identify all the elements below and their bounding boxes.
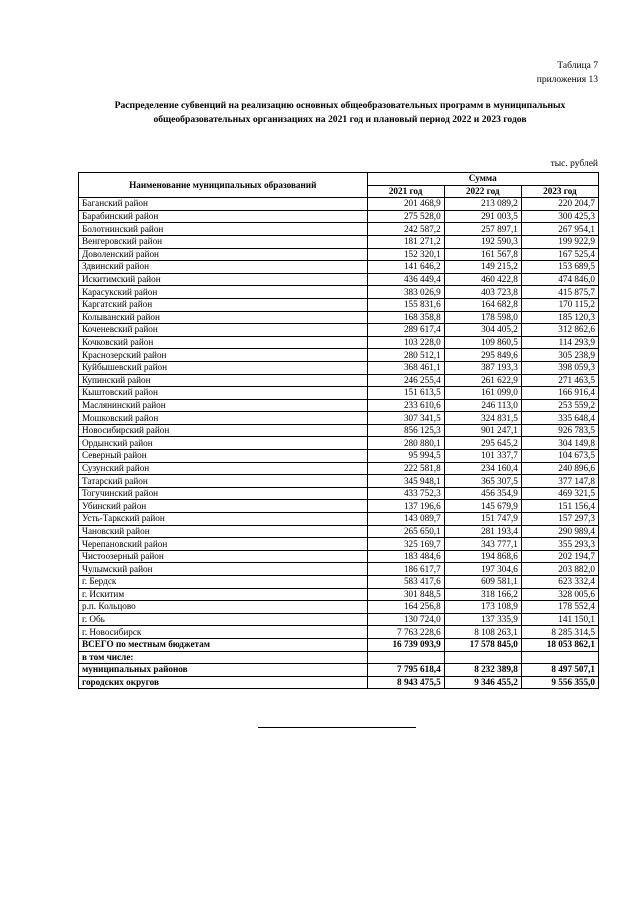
value-2021-cell: 856 125,3 [367,424,444,437]
table-body [79,198,599,689]
row-name-cell: Барабинский район [79,210,368,223]
table-row [79,387,599,400]
row-name-cell: Кыштовский район [79,387,368,400]
value-2021-cell: 280 880,1 [367,437,444,450]
value-2022-cell: 145 679,9 [444,500,521,513]
table-row [79,437,599,450]
table-row [79,462,599,475]
row-name-cell: р.п. Кольцово [79,601,368,614]
value-2023-cell: 312 862,6 [521,324,598,337]
value-2022-cell: 161 567,8 [444,248,521,261]
value-2021-cell: 181 271,2 [367,235,444,248]
table-number-label: Таблица 7 [557,61,598,71]
value-2021-cell: 325 169,7 [367,538,444,551]
value-2022-cell [444,651,521,664]
value-2023-cell: 469 321,5 [521,487,598,500]
value-2023-cell: 202 194,7 [521,550,598,563]
value-2021-cell: 7 795 618,4 [367,664,444,677]
value-2023-cell: 328 005,6 [521,588,598,601]
table-row [79,651,599,664]
document-title: Распределение субвенций на реализацию основных общеобразовательных программ в муниципальных общеобразовательных организациях на 2021 год и плановый период 2022 и 2023 годов [114,100,566,125]
value-2023-cell: 141 150,1 [521,613,598,626]
row-name-cell: в том числе: [79,651,368,664]
value-2022-cell: 194 868,6 [444,550,521,563]
table-row [79,286,599,299]
table-row [79,223,599,236]
value-2023-cell: 290 989,4 [521,525,598,538]
value-2022-cell: 281 193,4 [444,525,521,538]
value-2021-cell: 265 650,1 [367,525,444,538]
value-2021-cell [367,651,444,664]
table-row [79,638,599,651]
value-2021-cell: 233 610,6 [367,399,444,412]
value-2023-cell: 178 552,4 [521,601,598,614]
value-2022-cell: 213 089,2 [444,198,521,211]
value-2022-cell: 109 860,5 [444,336,521,349]
row-name-cell: Татарский район [79,475,368,488]
row-name-cell: городских округов [79,676,368,689]
value-2023-cell: 415 875,7 [521,286,598,299]
value-2021-cell: 383 026,9 [367,286,444,299]
row-name-cell: Сузунский район [79,462,368,475]
table-row [79,349,599,362]
row-name-cell: г. Новосибирск [79,626,368,639]
row-name-cell: Здвинский район [79,261,368,274]
value-2023-cell: 220 204,7 [521,198,598,211]
value-2022-cell: 197 304,6 [444,563,521,576]
value-2022-cell: 246 113,0 [444,399,521,412]
value-2023-cell: 167 525,4 [521,248,598,261]
table-row [79,676,599,689]
value-2023-cell: 305 238,9 [521,349,598,362]
table-row [79,588,599,601]
table-row [79,500,599,513]
column-header-2021: 2021 год [367,185,444,198]
value-2021-cell: 168 358,8 [367,311,444,324]
value-2023-cell: 300 425,3 [521,210,598,223]
value-2021-cell: 433 752,3 [367,487,444,500]
row-name-cell: Венгеровский район [79,235,368,248]
value-2023-cell: 114 293,9 [521,336,598,349]
table-row [79,626,599,639]
value-2021-cell: 368 461,1 [367,361,444,374]
value-2022-cell: 901 247,1 [444,424,521,437]
value-2021-cell: 103 228,0 [367,336,444,349]
table-row [79,198,599,211]
row-name-cell: Баганский район [79,198,368,211]
row-name-cell: Тогучинский район [79,487,368,500]
value-2023-cell: 18 053 862,1 [521,638,598,651]
value-2021-cell: 155 831,6 [367,298,444,311]
table-row [79,450,599,463]
row-name-cell: Ордынский район [79,437,368,450]
value-2022-cell: 387 193,3 [444,361,521,374]
value-2022-cell: 318 166,2 [444,588,521,601]
value-2021-cell: 8 943 475,5 [367,676,444,689]
value-2021-cell: 141 646,2 [367,261,444,274]
table-row [79,487,599,500]
value-2022-cell: 178 598,0 [444,311,521,324]
table-row [79,563,599,576]
row-name-cell: Мошковский район [79,412,368,425]
row-name-cell: ВСЕГО по местным бюджетам [79,638,368,651]
value-2022-cell: 151 747,9 [444,513,521,526]
row-name-cell: Маслянинский район [79,399,368,412]
table-row [79,424,599,437]
table-row [79,361,599,374]
value-2023-cell [521,651,598,664]
table-row [79,576,599,589]
row-name-cell: Новосибирский район [79,424,368,437]
value-2022-cell: 149 215,2 [444,261,521,274]
value-2021-cell: 242 587,2 [367,223,444,236]
subvention-table [78,172,599,689]
value-2021-cell: 164 256,8 [367,601,444,614]
value-2023-cell: 398 059,3 [521,361,598,374]
value-2021-cell: 307 341,5 [367,412,444,425]
value-2023-cell: 203 882,0 [521,563,598,576]
value-2023-cell: 474 846,0 [521,273,598,286]
value-2023-cell: 253 559,2 [521,399,598,412]
value-2021-cell: 301 848,5 [367,588,444,601]
value-2023-cell: 267 954,1 [521,223,598,236]
value-2022-cell: 261 622,9 [444,374,521,387]
units-label: тыс. рублей [550,159,598,169]
table-row [79,273,599,286]
row-name-cell: г. Обь [79,613,368,626]
value-2021-cell: 130 724,0 [367,613,444,626]
value-2022-cell: 295 645,2 [444,437,521,450]
row-name-cell: Каргатский район [79,298,368,311]
value-2021-cell: 583 417,6 [367,576,444,589]
value-2021-cell: 275 528,0 [367,210,444,223]
value-2023-cell: 185 120,3 [521,311,598,324]
value-2023-cell: 240 896,6 [521,462,598,475]
value-2022-cell: 137 335,9 [444,613,521,626]
value-2021-cell: 151 613,5 [367,387,444,400]
row-name-cell: Колыванский район [79,311,368,324]
value-2022-cell: 234 160,4 [444,462,521,475]
row-name-cell: муниципальных районов [79,664,368,677]
table-row [79,235,599,248]
value-2021-cell: 186 617,7 [367,563,444,576]
value-2022-cell: 192 590,3 [444,235,521,248]
value-2021-cell: 143 089,7 [367,513,444,526]
column-header-2023: 2023 год [521,185,598,198]
value-2022-cell: 460 422,8 [444,273,521,286]
value-2022-cell: 257 897,1 [444,223,521,236]
value-2021-cell: 137 196,6 [367,500,444,513]
value-2023-cell: 271 463,5 [521,374,598,387]
value-2022-cell: 17 578 845,0 [444,638,521,651]
value-2023-cell: 199 922,9 [521,235,598,248]
table-row [79,550,599,563]
row-name-cell: Чистоозерный район [79,550,368,563]
value-2023-cell: 166 916,4 [521,387,598,400]
table-row [79,336,599,349]
table-row [79,601,599,614]
value-2021-cell: 152 320,1 [367,248,444,261]
value-2023-cell: 926 783,5 [521,424,598,437]
row-name-cell: Чулымский район [79,563,368,576]
value-2021-cell: 16 739 093,9 [367,638,444,651]
value-2022-cell: 8 108 263,1 [444,626,521,639]
row-name-cell: Купинский район [79,374,368,387]
appendix-label: приложения 13 [536,75,598,85]
value-2022-cell: 304 405,2 [444,324,521,337]
value-2021-cell: 183 484,6 [367,550,444,563]
table-row [79,298,599,311]
column-header-name: Наименование муниципальных образований [79,173,368,198]
table-row [79,664,599,677]
value-2023-cell: 623 332,4 [521,576,598,589]
column-header-sum: Сумма [367,173,598,186]
value-2021-cell: 201 468,9 [367,198,444,211]
table-row [79,412,599,425]
value-2022-cell: 164 682,8 [444,298,521,311]
value-2022-cell: 324 831,5 [444,412,521,425]
value-2022-cell: 295 849,6 [444,349,521,362]
column-header-2022: 2022 год [444,185,521,198]
value-2023-cell: 151 156,4 [521,500,598,513]
value-2023-cell: 304 149,8 [521,437,598,450]
row-name-cell: Краснозерский район [79,349,368,362]
row-name-cell: Чановский район [79,525,368,538]
value-2022-cell: 343 777,1 [444,538,521,551]
value-2022-cell: 609 581,1 [444,576,521,589]
value-2022-cell: 9 346 455,2 [444,676,521,689]
value-2023-cell: 104 673,5 [521,450,598,463]
table-row [79,374,599,387]
value-2022-cell: 365 307,5 [444,475,521,488]
row-name-cell: Доволенский район [79,248,368,261]
table-row [79,210,599,223]
table-row [79,324,599,337]
value-2021-cell: 7 763 228,6 [367,626,444,639]
row-name-cell: Карасукский район [79,286,368,299]
table-row [79,248,599,261]
value-2021-cell: 289 617,4 [367,324,444,337]
table-row [79,525,599,538]
row-name-cell: Куйбышевский район [79,361,368,374]
value-2023-cell: 157 297,3 [521,513,598,526]
value-2023-cell: 153 689,5 [521,261,598,274]
value-2023-cell: 170 115,2 [521,298,598,311]
value-2021-cell: 345 948,1 [367,475,444,488]
value-2021-cell: 222 581,8 [367,462,444,475]
value-2022-cell: 291 003,5 [444,210,521,223]
table-row [79,613,599,626]
value-2022-cell: 161 099,0 [444,387,521,400]
value-2022-cell: 8 232 389,8 [444,664,521,677]
row-name-cell: Кочковский район [79,336,368,349]
value-2023-cell: 9 556 355,0 [521,676,598,689]
table-row [79,538,599,551]
value-2021-cell: 436 449,4 [367,273,444,286]
value-2023-cell: 377 147,8 [521,475,598,488]
value-2022-cell: 403 723,8 [444,286,521,299]
table-row [79,399,599,412]
value-2021-cell: 246 255,4 [367,374,444,387]
table-row [79,311,599,324]
row-name-cell: Черепановский район [79,538,368,551]
row-name-cell: Коченевский район [79,324,368,337]
row-name-cell: Убинский район [79,500,368,513]
table-row [79,475,599,488]
value-2022-cell: 173 108,9 [444,601,521,614]
table-row [79,261,599,274]
row-name-cell: Искитимский район [79,273,368,286]
table-row [79,513,599,526]
row-name-cell: Усть-Таркский район [79,513,368,526]
value-2021-cell: 95 994,5 [367,450,444,463]
value-2023-cell: 8 285 314,5 [521,626,598,639]
value-2021-cell: 280 512,1 [367,349,444,362]
value-2022-cell: 101 337,7 [444,450,521,463]
row-name-cell: Болотнинский район [79,223,368,236]
end-separator-line [258,727,416,728]
row-name-cell: г. Бердск [79,576,368,589]
value-2022-cell: 456 354,9 [444,487,521,500]
value-2023-cell: 355 293,3 [521,538,598,551]
row-name-cell: г. Искитим [79,588,368,601]
value-2023-cell: 8 497 507,1 [521,664,598,677]
row-name-cell: Северный район [79,450,368,463]
value-2023-cell: 335 648,4 [521,412,598,425]
